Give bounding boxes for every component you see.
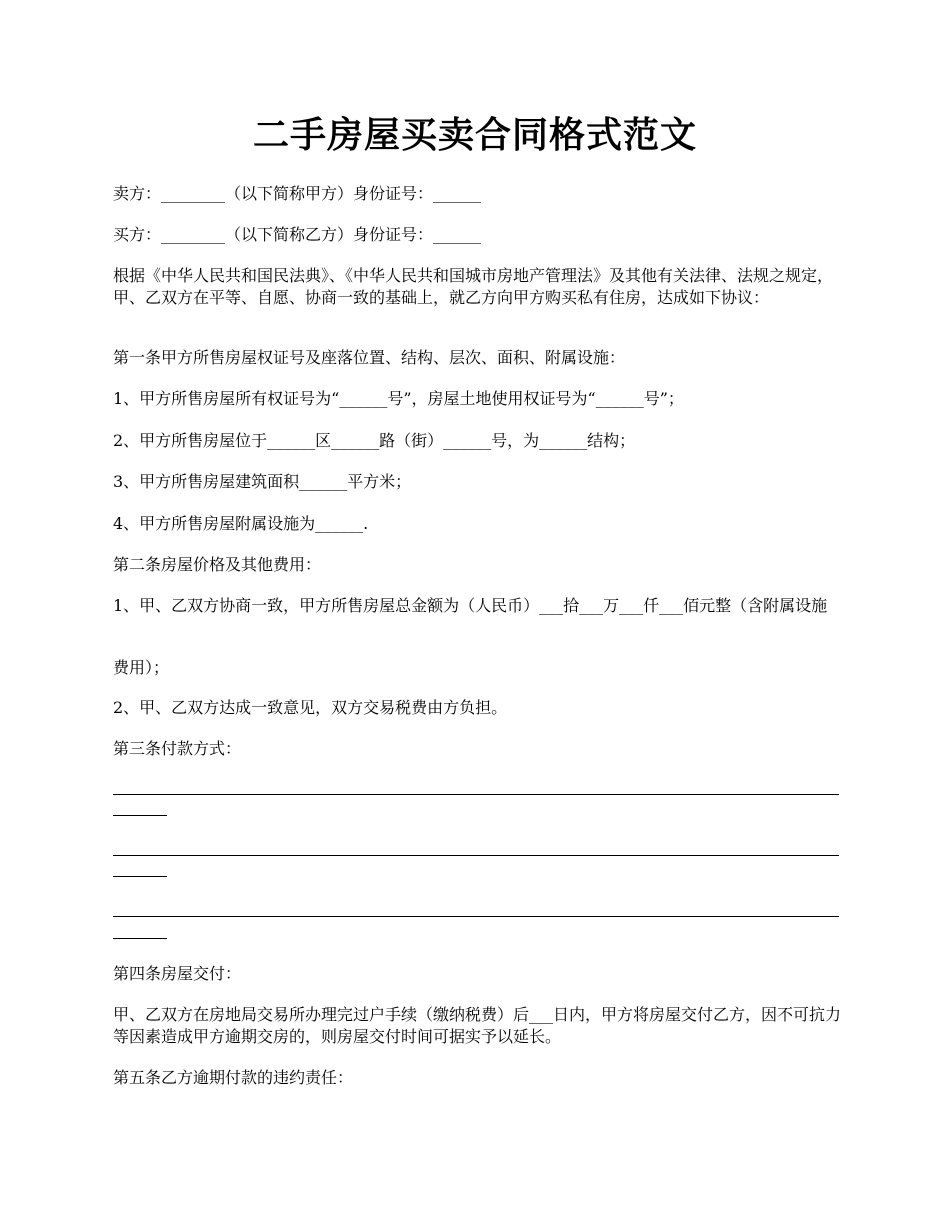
payment-blank-line-3-end: [113, 938, 167, 939]
buyer-line: 买方：________（以下简称乙方）身份证号：______: [113, 225, 482, 244]
payment-blank-line-3: [113, 916, 839, 917]
article-2-title: 第二条房屋价格及其他费用：: [113, 555, 322, 574]
article-2-item-2: 2、甲、乙双方达成一致意见，双方交易税费由方负担。: [113, 698, 508, 717]
article-2-item-1-continued: 费用）；: [113, 658, 170, 677]
article-4-body: 甲、乙双方在房地局交易所办理完过户手续（缴纳税费）后___日内，甲方将房屋交付乙方，因不可抗力等因素造成甲方逾期交房的，则房屋交付时间可据实予以延长。: [113, 1005, 842, 1046]
document-title: 二手房屋买卖合同格式范文: [252, 114, 697, 156]
payment-blank-line-2: [113, 855, 839, 856]
article-2-item-1: 1、甲、乙双方协商一致，甲方所售房屋总金额为（人民币）___拾___万___仟___佰元整（含附属设施: [113, 596, 828, 615]
article-1-title: 第一条甲方所售房屋权证号及座落位置、结构、层次、面积、附属设施：: [113, 348, 626, 367]
article-1-item-4: 4、甲方所售房屋附属设施为______.: [113, 514, 369, 533]
article-1-item-1: 1、甲方所售房屋所有权证号为“______号”，房屋土地使用权证号为“______号”；: [113, 389, 684, 408]
payment-blank-line-1-end: [113, 815, 167, 816]
payment-blank-line-1: [113, 794, 839, 795]
seller-line: 卖方：________（以下简称甲方）身份证号：______: [113, 184, 482, 203]
preamble-paragraph: 根据《中华人民共和国民法典》、《中华人民共和国城市房地产管理法》及其他有关法律、法规之规定，甲、乙双方在平等、自愿、协商一致的基础上，就乙方向甲方购买私有住房，达成如下协议：: [113, 266, 834, 307]
article-5-title: 第五条乙方逾期付款的违约责任：: [113, 1068, 354, 1087]
article-3-title: 第三条付款方式：: [113, 739, 242, 758]
article-1-item-2: 2、甲方所售房屋位于______区______路（街）______号，为______结构；: [113, 431, 636, 450]
article-4-title: 第四条房屋交付：: [113, 964, 242, 983]
article-1-item-3: 3、甲方所售房屋建筑面积______平方米；: [113, 472, 412, 491]
payment-blank-line-2-end: [113, 876, 167, 877]
